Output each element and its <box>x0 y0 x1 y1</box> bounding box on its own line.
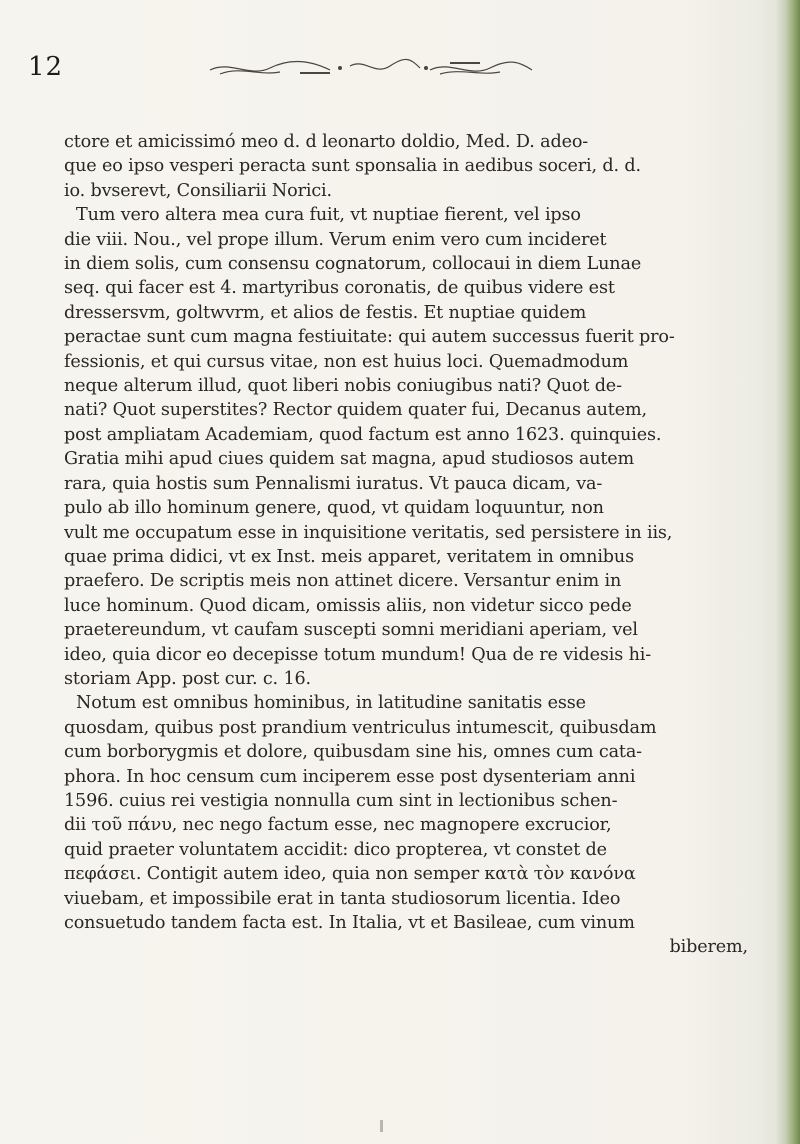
text-line: fessionis, et qui cursus vitae, non est huius loci. Quemadmodum <box>64 351 629 372</box>
text-line: neque alterum illud, quot liberi nobis coniugibus nati? Quot de- <box>64 376 622 397</box>
text-line: nati? Quot superstites? Rector quidem quater fui, Decanus autem, <box>64 400 647 421</box>
text-line: peractae sunt cum magna festiuitate: qui autem successus fuerit pro- <box>64 327 675 348</box>
text-line: que eo ipso vesperi peracta sunt sponsalia in aedibus soceri, d. d. <box>64 156 641 177</box>
text-line: biberem, <box>669 937 748 958</box>
text-line: quid praeter voluntatem accidit: dico propterea, vt constet de <box>64 839 607 860</box>
text-line: 1596. cuius rei vestigia nonnulla cum sint in lectionibus schen- <box>64 790 618 811</box>
text-line: die viii. Nou., vel prope illum. Verum enim vero cum incideret <box>64 229 607 250</box>
text-line: dii τοῦ πάνυ, nec nego factum esse, nec magnopere excrucior, <box>64 815 612 836</box>
text-line: praetereundum, vt caufam suscepti somni meridiani aperiam, vel <box>64 620 638 641</box>
text-line: viuebam, et impossibile erat in tanta studiosorum licentia. Ideo <box>64 888 621 909</box>
text-line: in diem solis, cum consensu cognatorum, collocaui in diem Lunae <box>64 254 642 275</box>
page-mark <box>380 1120 383 1132</box>
text-line: storiam App. post cur. c. 16. <box>64 668 311 689</box>
text-line: io. bvserevt, Consiliarii Norici. <box>64 180 332 201</box>
text-line: vult me occupatum esse in inquisitione veritatis, sed persistere in iis, <box>64 522 673 543</box>
text-line: post ampliatam Academiam, quod factum est anno 1623. quinquies. <box>64 424 662 445</box>
text-line: pulo ab illo hominum genere, quod, vt quidam loquuntur, non <box>64 498 604 519</box>
page-edge-shadow <box>776 0 800 1144</box>
text-line: luce hominum. Quod dicam, omissis aliis, non videtur sicco pede <box>64 595 632 616</box>
body-text <box>64 130 754 960</box>
text-line: dressersvm, goltwvrm, et alios de festis. Et nuptiae quidem <box>64 302 587 323</box>
text-line: πεφάσει. Contigit autem ideo, quia non semper κατὰ τὸν κανόνα <box>64 864 636 885</box>
text-line: consuetudo tandem facta est. In Italia, vt et Basileae, cum vinum <box>64 913 635 933</box>
text-line: quosdam, quibus post prandium ventriculus intumescit, quibusdam <box>64 717 657 738</box>
text-line: cum borborygmis et dolore, quibusdam sine his, omnes cum cata- <box>64 742 642 763</box>
text-line: quae prima didici, vt ex Inst. meis apparet, veritatem in omnibus <box>64 546 634 567</box>
text-line: praefero. De scriptis meis non attinet dicere. Versantur enim in <box>64 571 622 592</box>
header-ornament <box>200 56 540 78</box>
text-line: Gratia mihi apud ciues quidem sat magna, apud studiosos autem <box>64 449 635 470</box>
text-line: phora. In hoc censum cum inciperem esse post dysenteriam anni <box>64 766 636 787</box>
text-line: ctore et amicissimó meo d. d leonarto doldio, Med. D. adeo- <box>64 132 589 152</box>
text-line: Tum vero altera mea cura fuit, vt nuptiae fierent, vel ipso <box>76 205 581 226</box>
text-line: seq. qui facer est 4. martyribus coronatis, de quibus videre est <box>64 278 615 299</box>
page-number: 12 <box>28 52 64 82</box>
text-line: ideo, quia dicor eo decepisse totum mundum! Qua de re videsis hi- <box>64 644 652 665</box>
text-line: rara, quia hostis sum Pennalismi iuratus. Vt pauca dicam, va- <box>64 473 603 494</box>
text-line: Notum est omnibus hominibus, in latitudine sanitatis esse <box>76 693 586 714</box>
